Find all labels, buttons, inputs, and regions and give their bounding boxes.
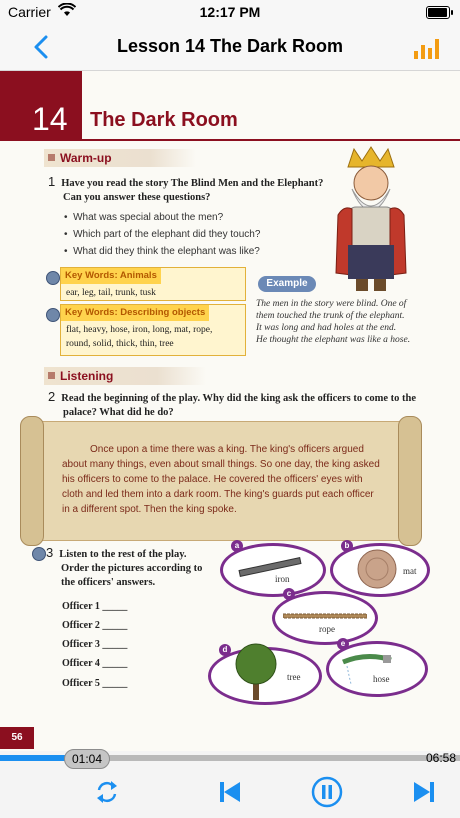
example-label: Example [258,276,316,292]
stats-bars-icon[interactable] [412,36,440,60]
textbook-page [0,71,460,751]
iron-bar-icon [237,556,303,578]
picture-a-iron[interactable] [220,543,326,597]
picture-b-label: mat [403,566,417,576]
bullet-1: • What was special about the men? [64,212,224,223]
question-3-line-3: the officers' answers. [61,577,156,588]
picture-e-label: hose [373,674,390,684]
example-line-4: He thought the elephant was like a hose. [256,335,411,345]
key-words-animals-title: Key Words: Animals [61,268,161,284]
audio-icon [46,308,60,322]
lesson-number: 14 [32,101,68,137]
question-3-number: 3 [46,545,54,560]
picture-a-letter: a [231,540,243,552]
king-illustration [330,145,412,295]
pause-icon[interactable] [310,775,344,809]
officer-3-line[interactable]: Officer 3 _____ [62,639,128,650]
picture-b-letter: b [341,540,353,552]
key-words-animals-body: ear, leg, tail, trunk, tusk [66,288,156,298]
question-1-number: 1 [48,174,56,189]
page-title: Lesson 14 The Dark Room [116,36,344,56]
bullet-2-text: Which part of the elephant did they touch? [73,229,261,240]
audio-icon [32,547,46,561]
question-2 [48,390,418,420]
previous-track-icon[interactable] [212,775,246,809]
rope-icon [283,612,367,620]
key-words-describing-line-2: round, solid, thick, thin, tree [66,339,174,349]
listening-heading [44,367,206,385]
question-2-line-2: palace? What did he do? [63,407,174,418]
picture-a-label: iron [275,574,290,584]
officer-1-line[interactable]: Officer 1 _____ [62,601,128,612]
picture-d-letter: d [219,644,231,656]
story-scroll [28,421,414,541]
example-line-2: them touched the trunk of the elephant. [256,311,405,321]
mat-icon [355,548,399,590]
bullet-1-text: What was special about the men? [73,212,224,223]
bullet-2: • Which part of the elephant did they touch? [64,229,261,240]
question-1-line-2: Can you answer these questions? [63,192,211,203]
progress-fill [0,755,70,761]
key-words-describing-body [61,321,245,353]
officer-4-line[interactable]: Officer 4 _____ [62,658,128,669]
total-duration: 06:58 [425,751,456,765]
audio-player [0,751,460,818]
square-bullet-icon [48,372,55,379]
picture-c-label: rope [319,624,335,634]
key-words-animals-box [60,267,246,301]
square-bullet-icon [48,154,55,161]
bullet-3: • What did they think the elephant was like? [64,246,260,257]
example-text [256,298,426,346]
key-words-describing-box [60,304,246,356]
key-words-describing-title: Key Words: Describing objects [61,305,209,321]
audio-icon [46,271,60,285]
question-3 [46,546,206,590]
tree-icon [233,640,279,702]
lesson-title: The Dark Room [90,109,238,131]
picture-e-hose[interactable] [326,641,428,697]
lesson-number-block [0,71,82,139]
scroll-text: Once upon a time there was a king. The king's officers argued about many things, even about small things. So one day, the king asked his officers to come to the palace. He covered the officers' eyes with cloth and led them into a dark room. The king's guards put each officer in a different spot. Then the king spoke. [62,444,380,515]
question-1-line-1: Have you read the story The Blind Men and the Elephant? [61,178,324,189]
current-time[interactable]: 01:04 [64,749,110,769]
repeat-icon[interactable] [90,775,124,809]
picture-d-label: tree [287,672,301,682]
picture-c-letter: c [283,588,295,600]
example-line-3: It was long and had holes at the end. [256,323,397,333]
picture-e-letter: e [337,638,349,650]
question-2-number: 2 [48,389,56,404]
warmup-heading [44,149,196,167]
carrier-label: Carrier [8,4,51,20]
navigation-bar [0,24,460,71]
scroll-roll-left [20,416,44,546]
scroll-roll-right [398,416,422,546]
picture-d-tree[interactable] [208,647,322,705]
warmup-label: Warm-up [60,151,112,165]
next-track-icon[interactable] [408,775,442,809]
battery-icon [426,6,450,19]
picture-b-mat[interactable] [330,543,430,597]
lesson-divider [0,139,460,141]
question-2-line-1: Read the beginning of the play. Why did the king ask the officers to come to the [61,393,417,404]
question-3-line-2: Order the pictures according to [61,563,203,574]
example-line-1: The men in the story were blind. One of [256,299,407,309]
officer-5-line[interactable]: Officer 5 _____ [62,678,128,689]
page-number: 56 [0,727,34,749]
question-1 [48,175,338,205]
question-3-line-1: Listen to the rest of the play. [59,549,187,560]
key-words-describing-line-1: flat, heavy, hose, iron, long, mat, rope, [66,325,213,335]
officer-2-line[interactable]: Officer 2 _____ [62,620,128,631]
status-bar [0,0,460,24]
bullet-3-text: What did they think the elephant was like? [73,246,260,257]
listening-label: Listening [60,369,114,383]
picture-c-rope[interactable] [272,591,378,645]
clock-time: 12:17 PM [199,4,261,20]
